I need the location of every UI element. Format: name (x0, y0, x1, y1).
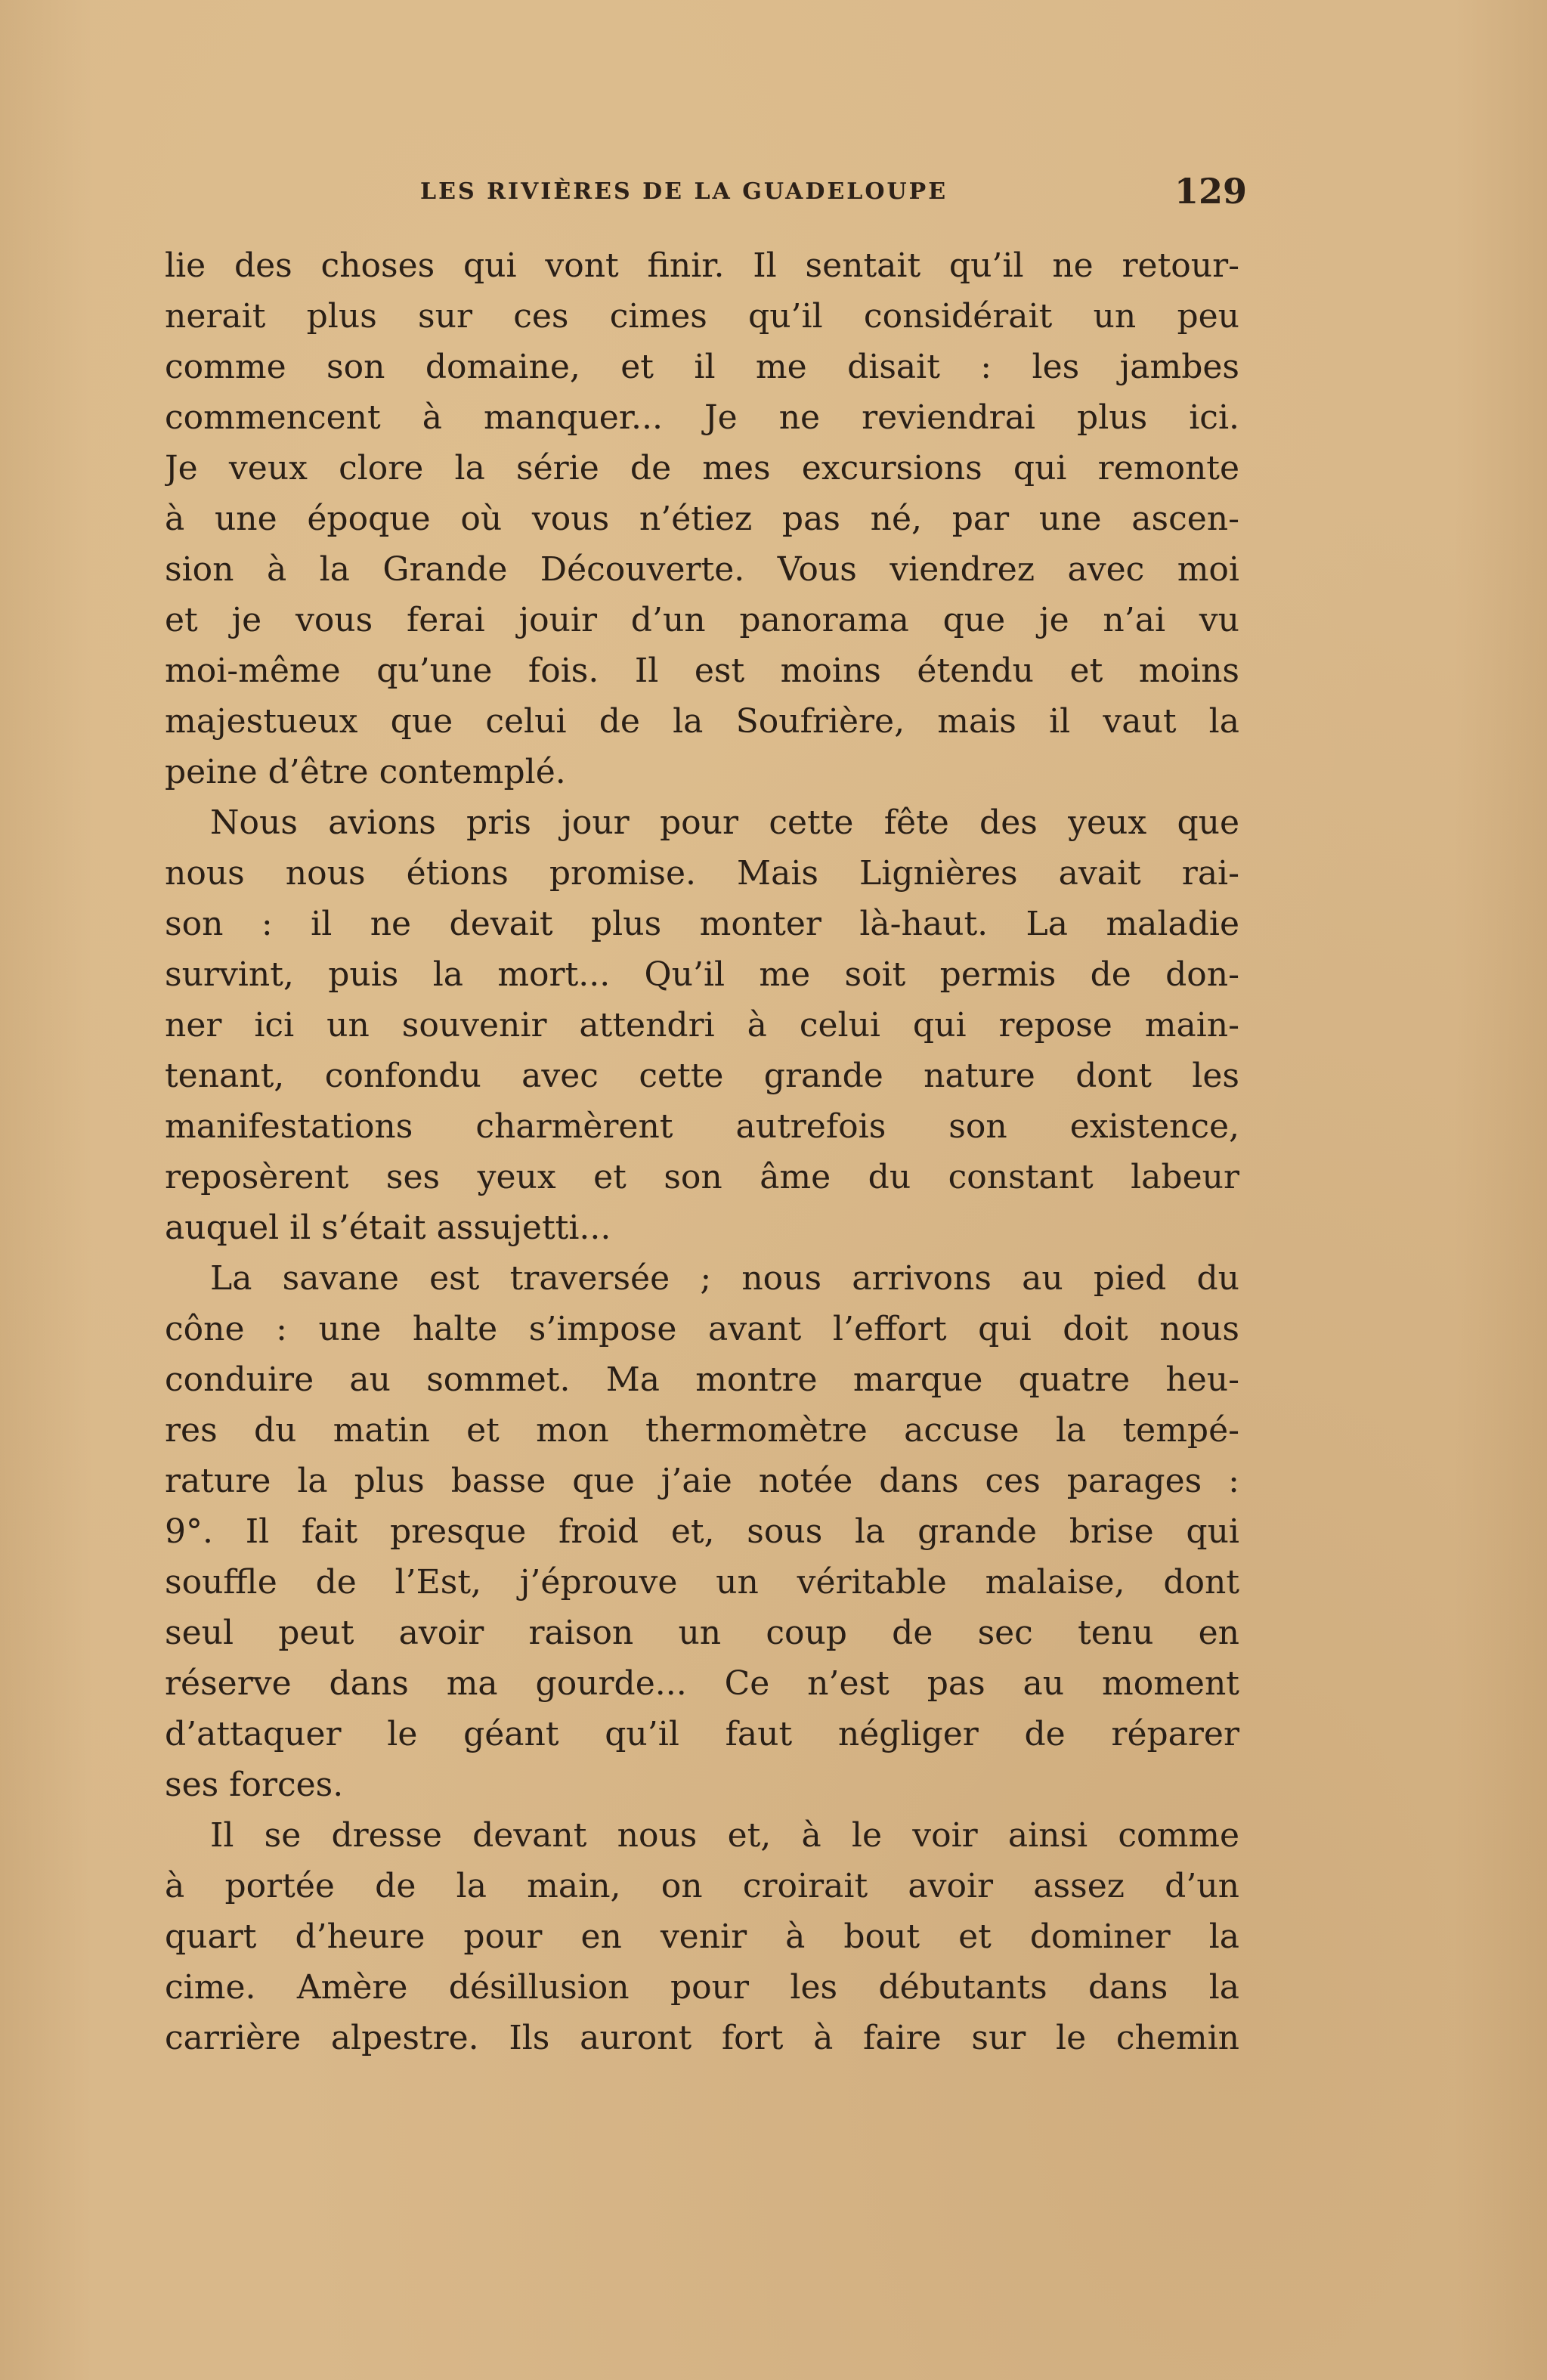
text-line: quart d’heure pour en venir à bout et dominer la (165, 1917, 1239, 1956)
text-line: 9°. Il fait presque froid et, sous la grande brise qui (165, 1512, 1239, 1551)
text-line: Je veux clore la série de mes excursions qui remonte (165, 449, 1239, 487)
text-line: res du matin et mon thermomètre accuse la tempé- (165, 1411, 1239, 1450)
text-line: manifestations charmèrent autrefois son existence, (165, 1107, 1239, 1146)
text-line: carrière alpestre. Ils auront fort à faire sur le chemin (165, 2019, 1239, 2057)
text-line: cime. Amère désillusion pour les débutants dans la (165, 1968, 1239, 2007)
text-line: peine d’être contemplé. (165, 753, 566, 791)
text-line: commencent à manquer... Je ne reviendrai plus ici. (165, 398, 1239, 437)
text-line: à portée de la main, on croirait avoir assez d’un (165, 1867, 1239, 1905)
text-line: survint, puis la mort... Qu’il me soit permis de don- (165, 955, 1239, 994)
running-head (420, 171, 1247, 224)
text-line: moi-même qu’une fois. Il est moins étendu et moins (165, 651, 1239, 690)
text-line: La savane est traversée ; nous arrivons au pied du (210, 1259, 1239, 1298)
text-line: nerait plus sur ces cimes qu’il considérait un peu (165, 297, 1239, 336)
text-line: comme son domaine, et il me disait : les jambes (165, 348, 1239, 386)
text-line: conduire au sommet. Ma montre marque quatre heu- (165, 1360, 1239, 1399)
running-title: LES RIVIÈRES DE LA GUADELOUPE (420, 178, 948, 205)
text-line: rature la plus basse que j’aie notée dans ces parages : (165, 1462, 1239, 1500)
text-line: souffle de l’Est, j’éprouve un véritable malaise, dont (165, 1563, 1239, 1602)
text-line: nous nous étions promise. Mais Lignières avait rai- (165, 854, 1239, 893)
text-line: son : il ne devait plus monter là-haut. La maladie (165, 905, 1239, 943)
text-line: et je vous ferai jouir d’un panorama que je n’ai vu (165, 601, 1239, 639)
text-line: à une époque où vous n’étiez pas né, par une ascen- (165, 500, 1239, 538)
body-text (165, 240, 1239, 2063)
text-line: seul peut avoir raison un coup de sec tenu en (165, 1614, 1239, 1652)
text-line: auquel il s’était assujetti... (165, 1209, 611, 1247)
page-number: 129 (1174, 171, 1247, 212)
text-line: sion à la Grande Découverte. Vous viendrez avec moi (165, 550, 1239, 589)
text-line: majestueux que celui de la Soufrière, mais il vaut la (165, 702, 1239, 741)
text-line: lie des choses qui vont finir. Il sentait qu’il ne retour- (165, 246, 1239, 285)
text-line: cône : une halte s’impose avant l’effort qui doit nous (165, 1310, 1239, 1348)
text-line: ner ici un souvenir attendri à celui qui repose main- (165, 1006, 1239, 1045)
text-line: Nous avions pris jour pour cette fête des yeux que (210, 803, 1239, 842)
text-line: tenant, confondu avec cette grande nature dont les (165, 1057, 1239, 1095)
text-line: ses forces. (165, 1766, 344, 1804)
text-line: Il se dresse devant nous et, à le voir ainsi comme (210, 1816, 1239, 1855)
text-line: d’attaquer le géant qu’il faut négliger de réparer (165, 1715, 1239, 1753)
text-line: réserve dans ma gourde... Ce n’est pas au moment (165, 1664, 1239, 1703)
text-line: reposèrent ses yeux et son âme du constant labeur (165, 1158, 1239, 1196)
